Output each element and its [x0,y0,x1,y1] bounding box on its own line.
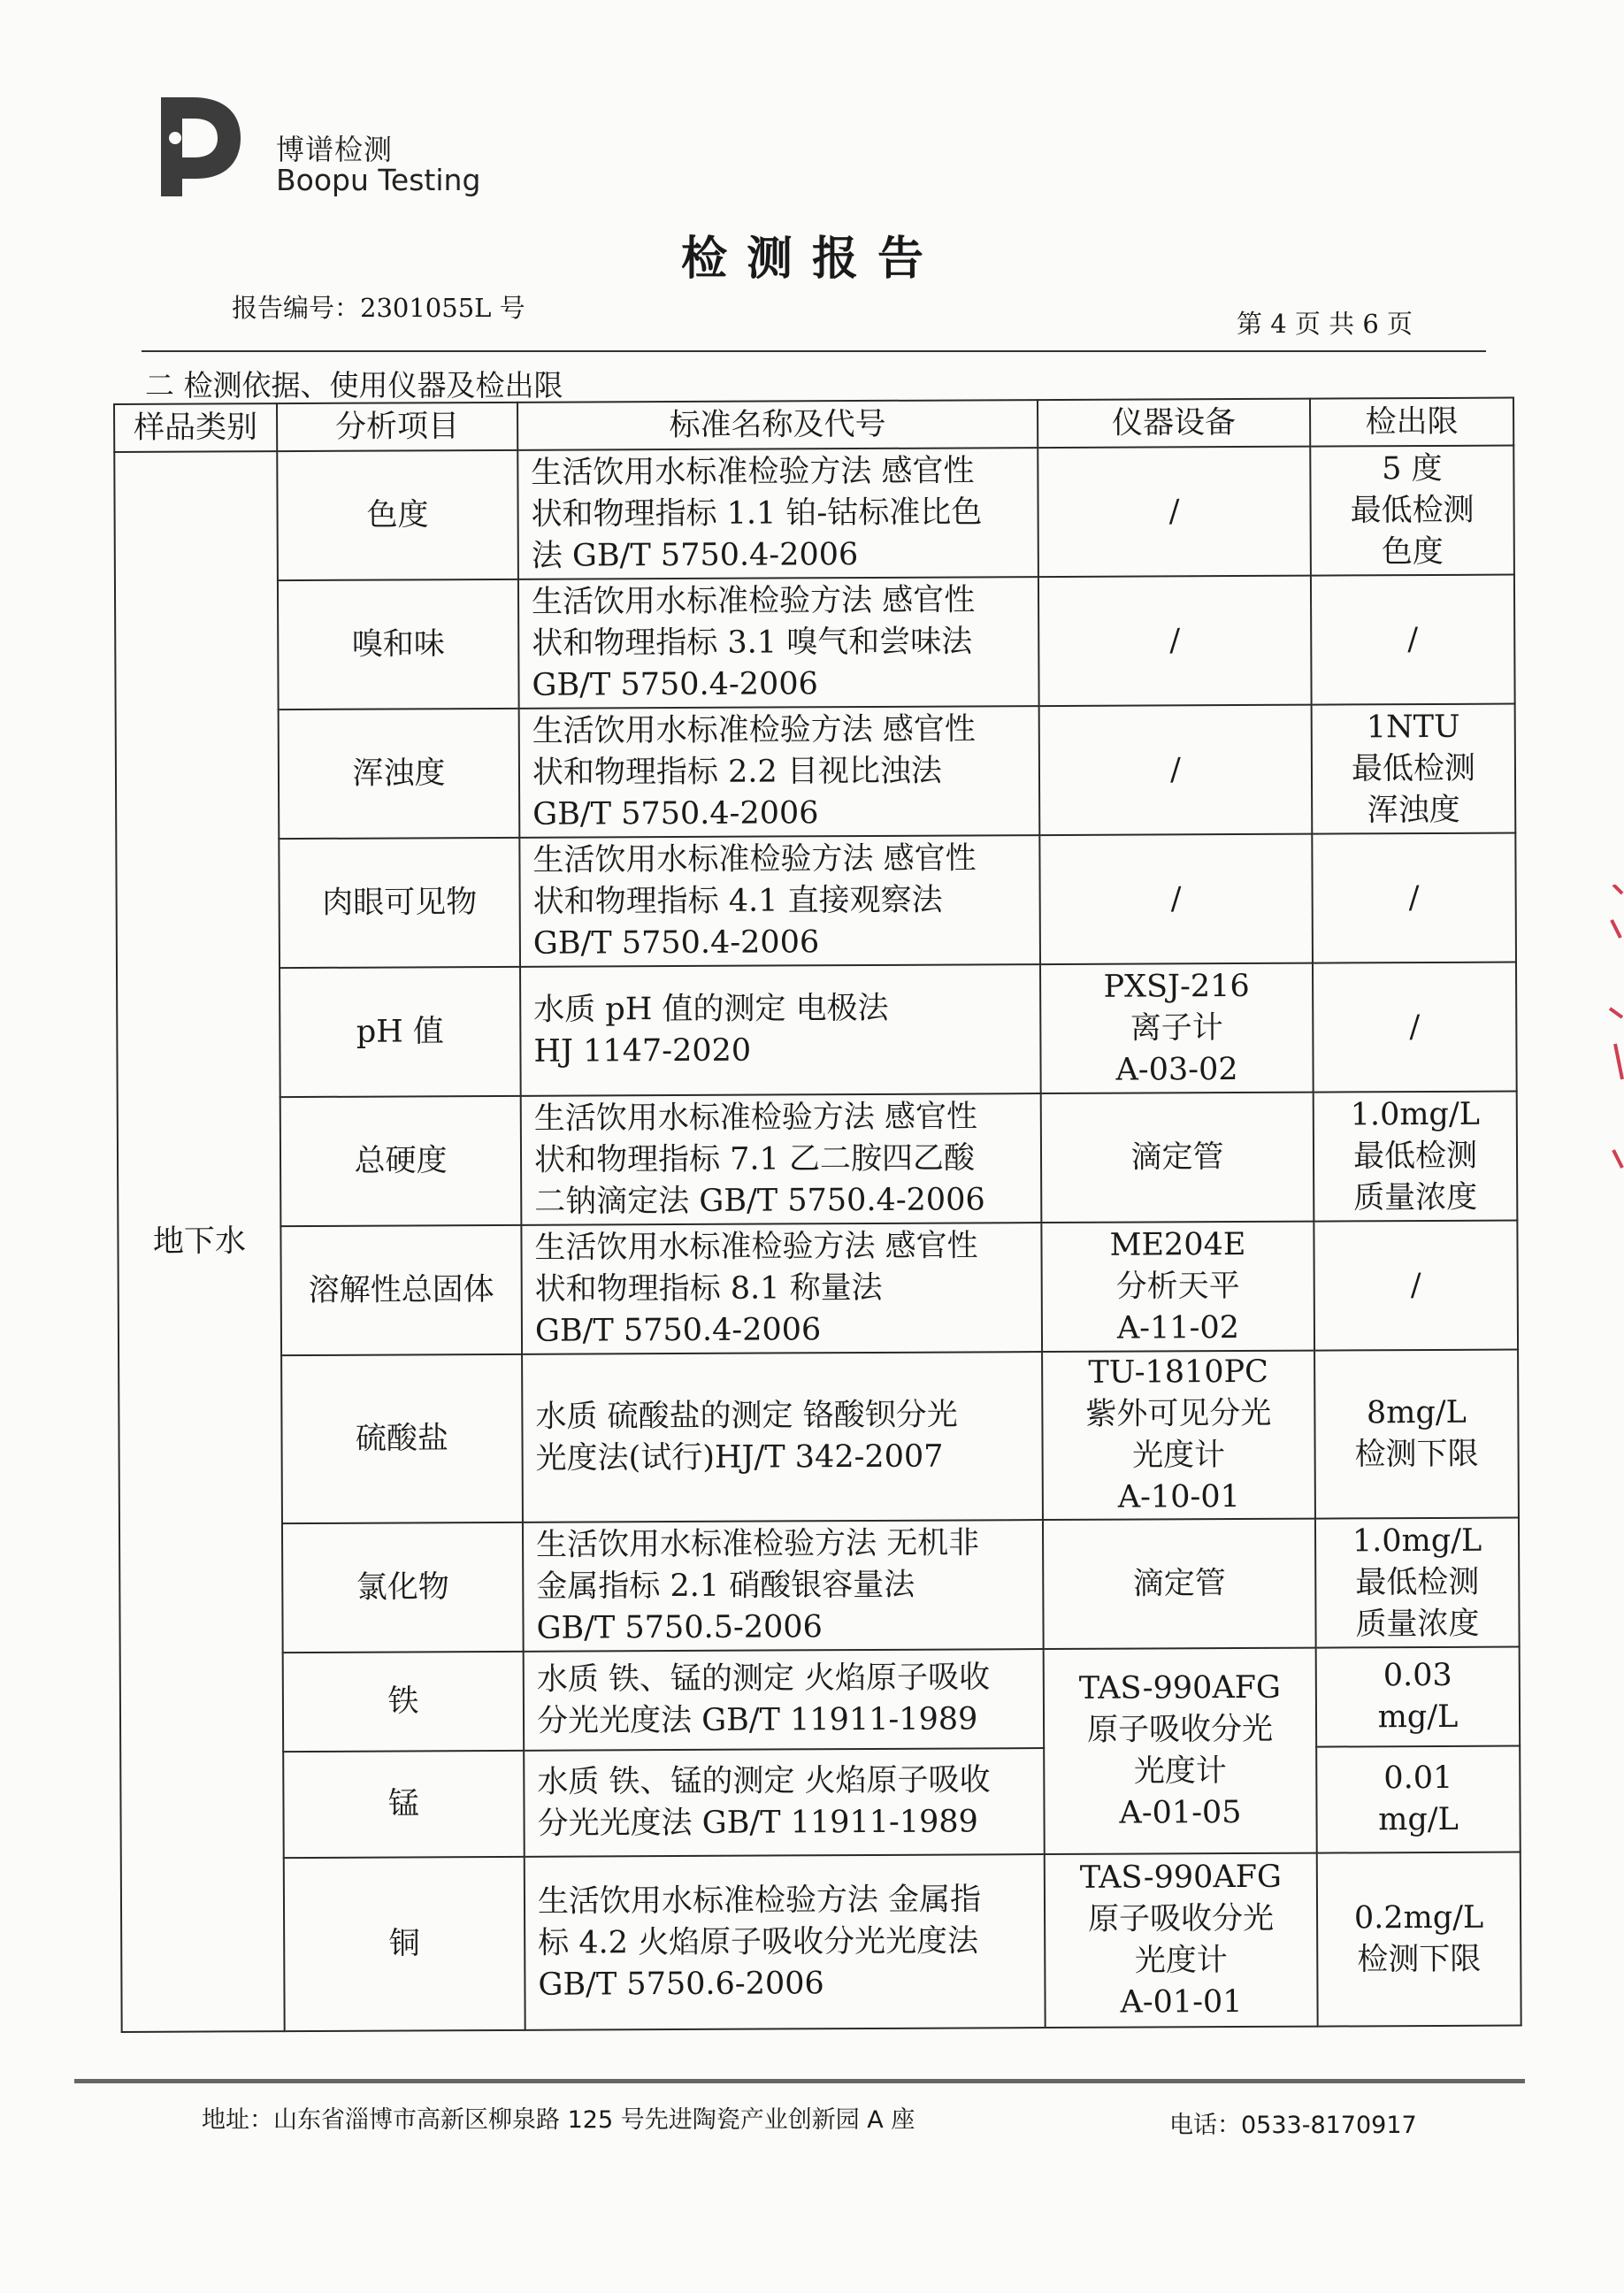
standard-cell [518,577,1039,709]
instrument-line: A-10-01 [1117,1479,1240,1515]
detection-limit-cell [1313,962,1517,1093]
brand-name-cn: 博谱检测 [276,133,394,166]
analysis-item-cell: 浑浊度 [279,709,520,839]
instrument-line: 离子计 [1130,1009,1223,1047]
instrument-cell [1038,576,1312,706]
header-sample-category: 样品类别 [114,403,277,452]
instrument-cell [1040,963,1314,1093]
limit-line: 8mg/L [1366,1394,1467,1431]
instrument-cell [1043,1519,1316,1649]
table-row [114,446,1514,581]
limit-line: / [1408,879,1420,916]
standard-line: GB/T 5750.6-2006 [538,1965,824,2003]
header-standard: 标准名称及代号 [517,400,1038,450]
table-row [121,1852,1521,2032]
detection-limit-cell [1310,446,1514,576]
limit-line: 最低检测 [1355,1564,1480,1600]
table-row [117,962,1517,1098]
instrument-line: 光度计 [1132,1438,1226,1474]
analysis-item-cell: 铜 [284,1857,525,2031]
limit-line: 最低检测 [1350,492,1475,528]
analysis-item-cell: 硫酸盐 [281,1354,523,1523]
standard-line: 光度法(试行)HJ/T 342-2007 [535,1438,944,1476]
table-row [118,1092,1518,1227]
detection-limit-cell [1317,1852,1521,2027]
instrument-line: PXSJ-216 [1103,968,1250,1005]
detection-limit-cell [1311,575,1515,705]
standard-line: 水质 铁、锰的测定 火焰原子吸收 [537,1762,991,1800]
instrument-line: TU-1810PC [1088,1354,1269,1391]
standard-line: GB/T 5750.4-2006 [532,924,820,962]
detection-limit-cell [1314,1350,1519,1519]
limit-line: 浑浊度 [1367,792,1460,828]
table-row [120,1647,1521,1752]
instrument-cell [1039,705,1313,835]
standard-cell [524,1649,1045,1751]
limit-line: 0.01 [1383,1760,1453,1797]
limit-line: 0.2mg/L [1353,1899,1484,1936]
standard-line: GB/T 5750.4-2006 [534,1311,822,1349]
standard-line: 状和物理指标 2.2 目视比浊法 [532,753,942,791]
instrument-line: A-01-05 [1119,1795,1242,1831]
instrument-line: / [1168,493,1180,529]
standard-line: 生活饮用水标准检验方法 感官性 [534,1227,978,1266]
instrument-line: 光度计 [1133,1753,1227,1790]
instrument-line: 原子吸收分光 [1086,1711,1274,1748]
limit-line: 5 度 [1382,450,1443,487]
standard-cell [521,1223,1042,1354]
analysis-item-cell: 肉眼可见物 [279,838,520,968]
standard-cell [519,835,1040,967]
standard-line: 状和物理指标 4.1 直接观察法 [532,882,943,920]
limit-line: / [1407,621,1419,657]
boopu-logo-icon [156,94,244,196]
standard-cell [524,1748,1045,1857]
instrument-line: / [1169,751,1181,787]
standard-line: 水质 pH 值的测定 电极法 [533,990,889,1028]
standard-line: 标 4.2 火焰原子吸收分光光度法 [538,1922,979,1961]
limit-line: 质量浓度 [1353,1179,1478,1216]
standard-line: 状和物理指标 1.1 铂-钴标准比色 [531,494,983,533]
table-row [119,1518,1520,1653]
detection-limit-cell [1315,1518,1520,1648]
detection-limit-cell [1312,833,1516,963]
limit-line: 最低检测 [1351,750,1476,786]
detection-limit-cell [1314,1221,1518,1351]
standard-line: 状和物理指标 3.1 嗅气和尝味法 [532,623,973,662]
instrument-line: 滴定管 [1130,1139,1224,1176]
instrument-line: TAS-990AFG [1079,1859,1283,1896]
limit-line: mg/L [1377,1699,1459,1736]
analysis-item-cell: 溶解性总固体 [280,1225,522,1355]
report-number: 报告编号：2301055L 号 [232,293,525,323]
footer-address: 地址：山东省淄博市高新区柳泉路 125 号先进陶瓷产业创新园 A 座 [202,2106,915,2134]
method-table [113,397,1522,2033]
instrument-line: 光度计 [1134,1943,1228,1979]
instrument-line: A-11-02 [1116,1309,1240,1346]
analysis-item-cell: pH 值 [280,967,521,1097]
limit-line: 色度 [1381,533,1444,570]
table-row [118,1221,1518,1356]
instrument-line: 原子吸收分光 [1087,1900,1275,1937]
instrument-cell [1041,1093,1314,1223]
analysis-item-cell: 嗅和味 [278,579,519,709]
standard-line: 法 GB/T 5750.4-2006 [531,536,859,574]
table-row [116,833,1516,969]
limit-line: 最低检测 [1352,1138,1478,1174]
instrument-cell [1042,1351,1315,1520]
standard-line: 生活饮用水标准检验方法 感官性 [531,581,976,620]
standard-line: GB/T 5750.4-2006 [532,794,819,832]
analysis-item-cell: 氯化物 [282,1522,524,1653]
table-row [115,575,1515,710]
standard-cell [520,964,1041,1096]
instrument-cell [1038,447,1311,577]
standard-cell [522,1352,1043,1522]
standard-cell [525,1854,1046,2030]
standard-line: 金属指标 2.1 硝酸银容量法 [536,1567,915,1605]
limit-line: / [1410,1267,1421,1303]
analysis-item-cell: 总硬度 [280,1096,522,1226]
footer-phone: 电话：0533-8170917 [1169,2112,1417,2139]
footer-divider [74,2079,1525,2083]
standard-line: 状和物理指标 8.1 称量法 [534,1269,883,1308]
limit-line: 质量浓度 [1355,1606,1480,1642]
standard-line: 生活饮用水标准检验方法 感官性 [532,840,977,878]
standard-line: HJ 1147-2020 [533,1032,752,1070]
analysis-item-cell: 色度 [277,450,518,580]
instrument-cell [1044,1648,1317,1854]
standard-line: 生活饮用水标准检验方法 感官性 [532,710,976,749]
header-divider [142,350,1486,352]
standard-cell [523,1520,1044,1652]
limit-line: 1.0mg/L [1350,1096,1481,1132]
standard-line: 生活饮用水标准检验方法 感官性 [533,1098,978,1137]
detection-limit-cell [1314,1092,1518,1222]
standard-line: 水质 铁、锰的测定 火焰原子吸收 [536,1660,991,1698]
limit-line: mg/L [1378,1801,1459,1838]
standard-line: 水质 硫酸盐的测定 铬酸钡分光 [535,1397,958,1435]
detection-limit-cell [1316,1746,1521,1853]
standard-line: GB/T 5750.5-2006 [536,1608,823,1646]
detection-limit-cell [1316,1647,1521,1747]
table-row [116,704,1516,840]
header-detection-limit: 检出限 [1310,398,1513,447]
analysis-item-cell: 铁 [283,1652,525,1752]
instrument-line: 滴定管 [1132,1565,1226,1602]
standard-line: 生活饮用水标准检验方法 无机非 [535,1524,980,1563]
header-analysis-item: 分析项目 [277,403,517,451]
instrument-cell [1039,834,1313,964]
limit-line: / [1409,1008,1421,1045]
instrument-line: 紫外可见分光 [1085,1395,1272,1432]
standard-cell [517,448,1038,579]
limit-line: 1NTU [1366,709,1460,745]
standard-line: 二钠滴定法 GB/T 5750.4-2006 [534,1181,985,1220]
limit-line: 检测下限 [1354,1436,1479,1473]
standard-line: 分光光度法 GB/T 11911-1989 [536,1701,978,1739]
instrument-line: / [1170,880,1182,916]
standard-line: 分光光度法 GB/T 11911-1989 [537,1804,978,1842]
seal-fragment-icon [1606,885,1624,1185]
standard-line: 生活饮用水标准检验方法 金属指 [537,1881,982,1920]
instrument-cell [1041,1222,1314,1352]
page-title: 检测报告 [680,233,943,286]
section-title: 二 检测依据、使用仪器及检出限 [145,368,563,403]
instrument-cell [1045,1853,1318,2028]
standard-cell [519,706,1040,838]
standard-line: GB/T 5750.4-2006 [532,665,818,703]
header-instrument: 仪器设备 [1038,399,1310,448]
standard-line: 状和物理指标 7.1 乙二胺四乙酸 [533,1139,976,1178]
page-number: 第 4 页 共 6 页 [1237,309,1413,339]
sample-category-cell: 地下水 [114,451,284,2032]
instrument-line: A-03-02 [1115,1051,1238,1088]
limit-line: 检测下限 [1357,1941,1482,1978]
limit-line: 0.03 [1383,1657,1452,1694]
detection-limit-cell [1312,704,1516,834]
instrument-line: ME204E [1109,1226,1246,1263]
instrument-line: TAS-990AFG [1078,1669,1282,1706]
instrument-line: / [1169,622,1181,658]
table-row [119,1350,1519,1524]
brand-name-en: Boopu Testing [276,163,481,197]
standard-line: 生活饮用水标准检验方法 感官性 [531,452,975,491]
standard-cell [521,1093,1042,1225]
instrument-line: 分析天平 [1115,1268,1240,1305]
limit-line: 1.0mg/L [1352,1522,1482,1559]
instrument-line: A-01-01 [1120,1984,1243,2021]
table-header-row [114,398,1513,452]
analysis-item-cell: 锰 [283,1751,525,1858]
